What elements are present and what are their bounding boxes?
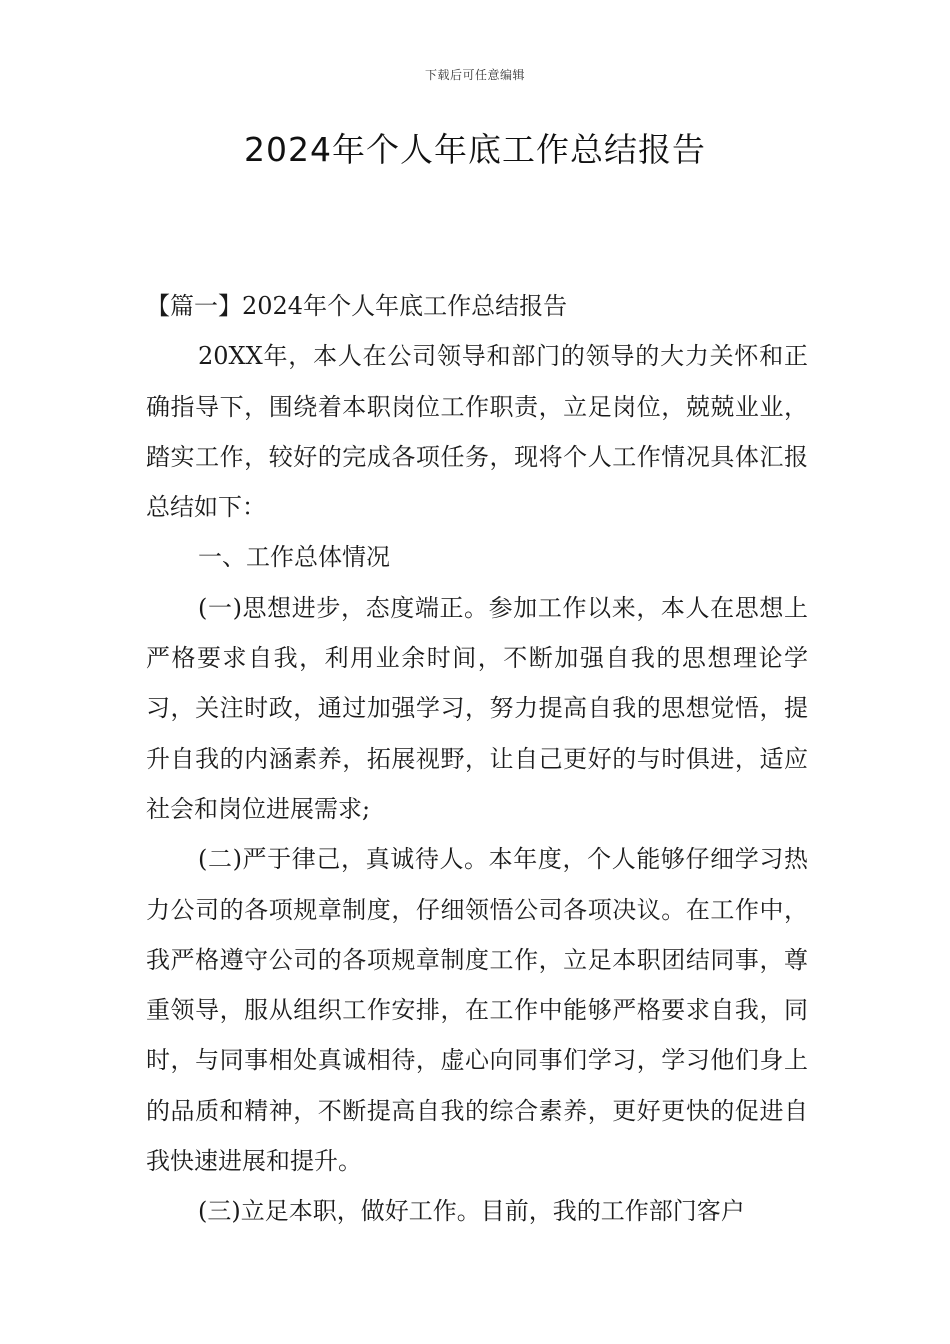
header-note: 下载后可任意编辑 <box>424 68 525 82</box>
document-body <box>146 281 808 1237</box>
paragraph-heading-overall: 一、工作总体情况 <box>198 543 390 572</box>
paragraph-intro: 20XX年，本人在公司领导和部门的领导的大力关怀和正确指导下，围绕着本职岗位工作职责，立足岗位，兢兢业业，踏实工作，较好的完成各项任务，现将个人工作情况具体汇报总结如下： <box>146 342 808 522</box>
document-title: 2024年个人年底工作总结报告 <box>244 130 706 169</box>
paragraph-item-3: (三)立足本职，做好工作。目前，我的工作部门客户 <box>198 1197 745 1226</box>
section-heading: 【篇一】2024年个人年底工作总结报告 <box>146 292 568 320</box>
paragraph-item-1: (一)思想进步，态度端正。参加工作以来，本人在思想上严格要求自我，利用业余时间，不断加强自我的思想理论学习，关注时政，通过加强学习，努力提高自我的思想觉悟，提升自我的内涵素养，拓展视野，让自己更好的与时俱进，适应社会和岗位进展需求; <box>146 593 808 823</box>
paragraph-item-2: (二)严于律己，真诚待人。本年度，个人能够仔细学习热力公司的各项规章制度，仔细领悟公司各项决议。在工作中，我严格遵守公司的各项规章制度工作，立足本职团结同事，尊重领导，服从组织工作安排，在工作中能够严格要求自我，同时，与同事相处真诚相待，虚心向同事们学习，学习他们身上的品质和精神，不断提高自我的综合素养，更好更快的促进自我快速进展和提升。 <box>146 845 808 1176</box>
